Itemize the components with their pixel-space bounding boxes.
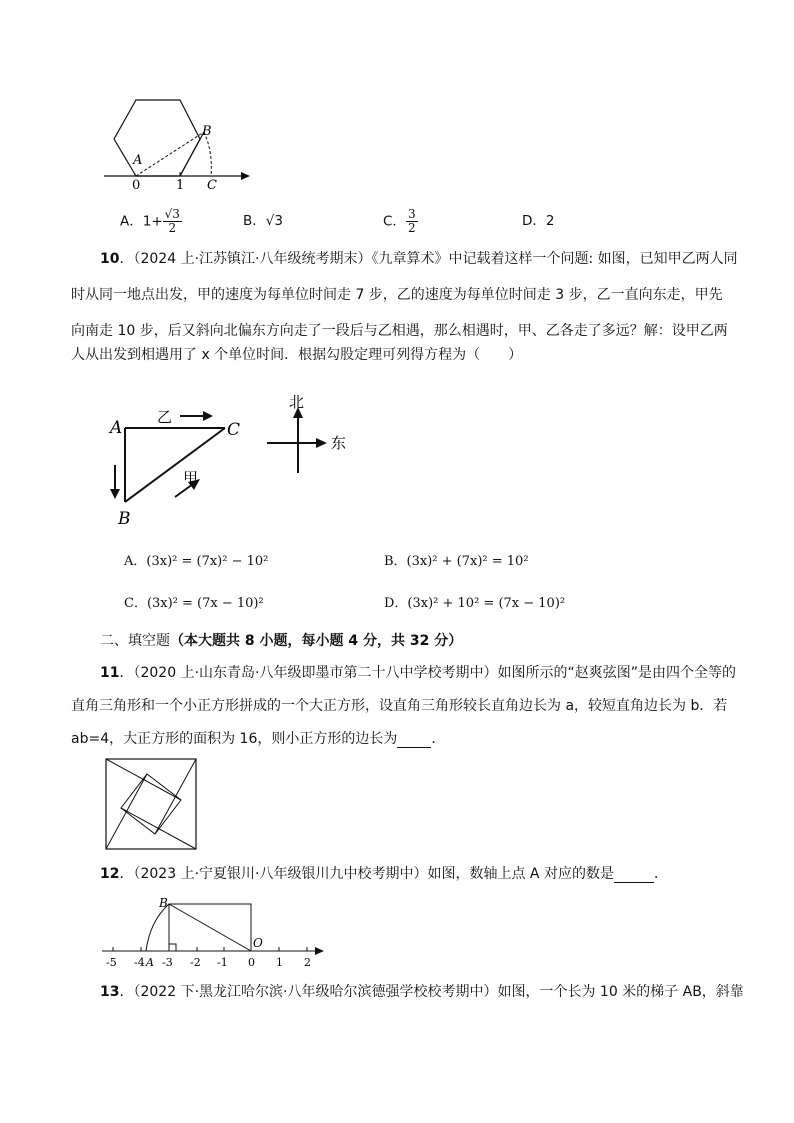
label-c: C — [227, 420, 241, 440]
hypotenuse-3 — [121, 808, 196, 849]
tick-label-neg3: -3 — [162, 956, 173, 969]
label-1: 1 — [176, 178, 185, 192]
tick-label-neg5: -5 — [106, 956, 117, 969]
tick-label-neg4: -4 — [134, 956, 145, 969]
q11-line-1 — [100, 664, 736, 682]
section-2-heading — [100, 632, 462, 650]
q9-option-c[interactable] — [383, 208, 418, 235]
q10-line-2: 时从同一地点出发，甲的速度为每单位时间走 7 步，乙的速度为每单位时间走 3 步，乙一直向东走，甲先 — [71, 287, 723, 303]
q9-option-b[interactable] — [243, 212, 283, 230]
number-line-arrow — [315, 947, 324, 955]
q11-number: 11 — [100, 665, 120, 681]
q12-line — [100, 865, 668, 883]
q12-text-end: ． — [653, 866, 668, 882]
q10-text-1: ．（2024 上·江苏镇江·八年级统考期末）《九章算术》中记载着这样一个问题: 如图，已知甲乙两人同 — [119, 251, 738, 267]
q12-text: ．（2023 上·宁夏银川·八年级银川九中校考期中）如图，数轴上点 A 对应的数是 — [119, 866, 614, 882]
q13-line — [100, 983, 744, 1001]
q13-text: ．（2022 下·黑龙江哈尔滨·八年级哈尔滨德强学校校考期中）如图，一个长为 10 米的梯子 AB，斜靠 — [119, 984, 744, 1000]
q11-zhao-shuang-figure — [104, 757, 198, 851]
q11-answer-blank[interactable] — [397, 733, 431, 748]
option-c-fraction — [406, 208, 418, 235]
label-0: 0 — [132, 178, 141, 192]
q10-line-1 — [100, 250, 738, 268]
label-o: O — [253, 936, 263, 950]
section-2-note: （本大题共 8 小题，每小题 4 分，共 32 分） — [170, 633, 463, 649]
q11-text-3-end: ． — [431, 731, 446, 747]
option-d-text: D．2 — [522, 213, 555, 229]
option-a-prefix: A．1+ — [120, 213, 163, 230]
label-a: A — [146, 956, 154, 969]
hexagon-shape — [114, 100, 200, 176]
inner-square — [121, 774, 181, 834]
tick-label-2: 2 — [304, 956, 311, 969]
label-a: A — [133, 153, 143, 168]
q11-text-1: ．（2020 上·山东青岛·八年级即墨市第二十八中学校考期中）如图所示的“赵爽弦图”是由四个全等的 — [119, 665, 736, 681]
segment-1b — [180, 132, 204, 176]
number-line-arrow — [241, 172, 250, 180]
tick-label-neg1: -1 — [217, 956, 228, 969]
arrow-south-icon — [110, 489, 120, 499]
option-a-fraction — [163, 208, 182, 235]
label-a: A — [110, 418, 123, 438]
arc-ba — [146, 904, 169, 951]
tick-label-1: 1 — [276, 956, 283, 969]
q10-line-4: 人从出发到相遇用了 x 个单位时间．根据勾股定理可列得方程为（ ） — [71, 347, 523, 363]
q10-option-a[interactable]: A．(3x)² = (7x)² − 10² — [124, 554, 269, 569]
q10-number: 10 — [100, 251, 120, 267]
label-b: B — [118, 509, 131, 529]
tick-label-neg2: -2 — [190, 956, 201, 969]
q12-number-line-figure — [100, 893, 330, 973]
tick-marks — [113, 947, 307, 951]
option-c-prefix: C． — [383, 213, 406, 230]
option-b-text: B．√3 — [243, 213, 283, 229]
arrow-east-icon — [203, 411, 213, 421]
outer-square — [106, 759, 196, 849]
label-b: B — [202, 124, 212, 139]
q9-option-a[interactable] — [120, 208, 182, 235]
q11-line-3 — [71, 730, 445, 748]
diagonal-bo — [169, 904, 251, 951]
option-a-den: 2 — [168, 221, 177, 235]
q9-hexagon-figure — [100, 92, 260, 192]
option-c-num: 3 — [407, 207, 416, 221]
label-jia: 甲 — [183, 469, 199, 487]
q12-answer-blank[interactable] — [614, 868, 654, 883]
label-c: C — [207, 178, 217, 192]
label-yi: 乙 — [157, 408, 173, 426]
label-east: 东 — [331, 434, 347, 452]
q10-option-c[interactable]: C．(3x)² = (7x − 10)² — [124, 596, 264, 611]
q11-text-3: ab=4，大正方形的面积为 16，则小正方形的边长为 — [71, 731, 398, 747]
q10-option-d[interactable]: D．(3x)² + 10² = (7x − 10)² — [384, 596, 566, 611]
right-angle-mark — [169, 944, 176, 951]
tick-label-0: 0 — [248, 956, 255, 969]
q10-option-b[interactable]: B．(3x)² + (7x)² = 10² — [384, 554, 529, 569]
hypotenuse-4 — [106, 774, 147, 849]
side-bc — [125, 428, 225, 502]
hypotenuse-2 — [155, 759, 196, 834]
label-north: 北 — [289, 393, 305, 411]
option-a-num: √3 — [164, 207, 180, 221]
q10-triangle-figure — [105, 385, 365, 530]
compass-east-arrow-icon — [316, 438, 327, 448]
label-b: B — [159, 896, 168, 910]
q12-number: 12 — [100, 866, 120, 882]
dashed-segment-ab — [136, 132, 204, 176]
q11-line-2: 直角三角形和一个小正方形拼成的一个大正方形，设直角三角形较长直角边长为 a，较短直角边长为 b．若 — [71, 698, 728, 714]
section-2-title: 二、填空题 — [100, 633, 170, 649]
q9-option-d[interactable] — [522, 212, 554, 230]
option-c-den: 2 — [407, 221, 416, 235]
q10-line-3: 向南走 10 步，后又斜向北偏东方向走了一段后与乙相遇，那么相遇时，甲、乙各走了多远？解：设甲乙两 — [71, 323, 728, 339]
q13-number: 13 — [100, 984, 120, 1000]
